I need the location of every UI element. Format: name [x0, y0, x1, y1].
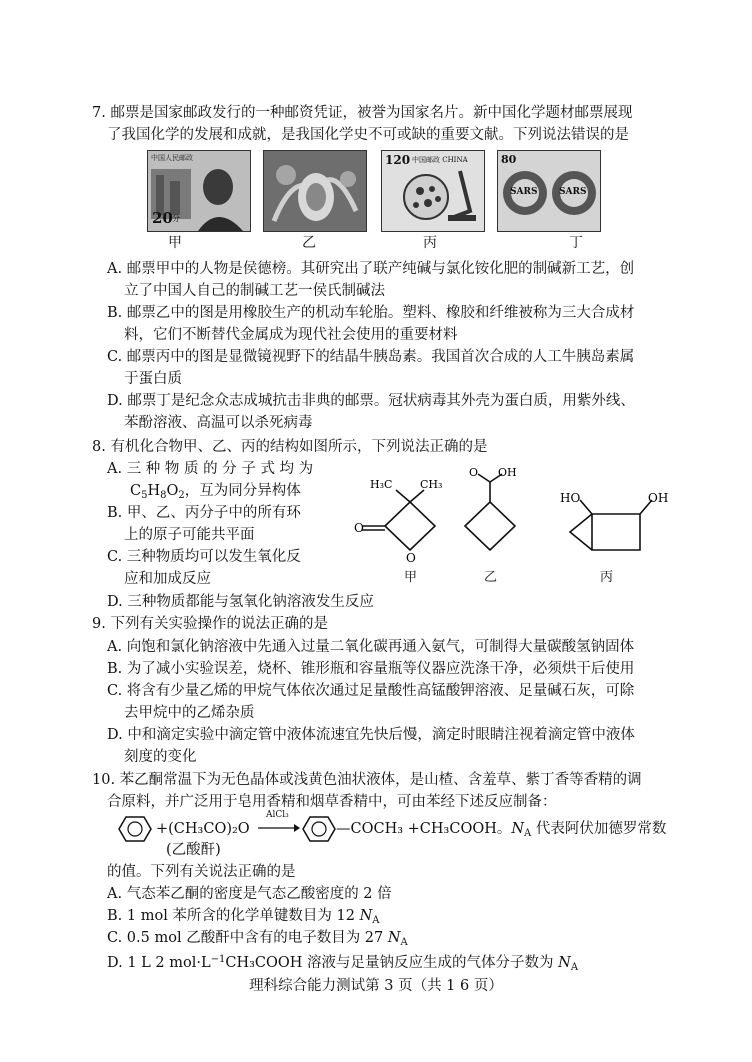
q9-option-d-line1: D. 中和滴定实验中滴定管中液体流速宜先快后慢，滴定时眼睛注视着滴定管中液体 — [107, 727, 635, 743]
equation-na-sub: A — [524, 828, 532, 839]
jia-ch3-right: CH₃ — [420, 478, 443, 491]
q7-option-c-line1: C. 邮票丙中的图是显微镜视野下的结晶牛胰岛素。我国首次合成的人工牛胰岛素属 — [107, 349, 635, 365]
stamp-yi — [263, 150, 367, 232]
q10-stem-line3: 的值。下列有关说法正确的是 — [107, 864, 296, 880]
q9-stem: 9. 下列有关实验操作的说法正确的是 — [92, 616, 328, 632]
benzene-product-icon — [302, 814, 336, 844]
jia-methyl-bond-right — [410, 490, 424, 502]
equation-anhydride-note: (乙酸酐) — [166, 842, 221, 858]
q9-option-c-line1: C. 将含有少量乙烯的甲烷气体依次通过足量酸性高锰酸钾溶液、足量碱石灰，可除 — [107, 683, 635, 699]
q7-option-b-line2: 料，它们不断替代金属成为现代社会使用的重要材料 — [124, 327, 458, 343]
equation-tail: 代表阿伏加德罗常数 — [531, 821, 667, 837]
stamp-label-jia: 甲 — [168, 235, 182, 251]
bing-ho-bond — [580, 500, 592, 514]
molecule-label-bing: 丙 — [600, 570, 614, 585]
yi-ring — [465, 502, 515, 550]
q8-option-c-line2: 应和加成反应 — [124, 571, 211, 587]
jia-o-ring: O — [406, 551, 416, 565]
q10-option-d-pre: D. 1 L 2 mol·L — [107, 955, 211, 971]
q8-option-d: D. 三种物质都能与氢氧化钠溶液发生反应 — [107, 594, 374, 610]
equation-catalyst: AlCl₃ — [266, 810, 289, 820]
q10-option-d-sup: −1 — [210, 954, 226, 965]
q8-stem: 8. 有机化合物甲、乙、丙的结构如图所示，下列说法正确的是 — [92, 439, 488, 455]
q10-option-b-na-sub: A — [372, 915, 380, 926]
equation-na: N — [511, 821, 525, 837]
q9-option-a: A. 向饱和氯化钠溶液中先通入过量二氧化碳再通入氨气，可制得大量碳酸氢钠固体 — [107, 639, 635, 655]
reaction-arrow — [258, 822, 300, 834]
q7-option-c-line2: 于蛋白质 — [124, 371, 182, 387]
bing-oh: OH — [648, 491, 669, 505]
jia-methyl-bond-left — [396, 490, 410, 502]
formula-o: O — [166, 483, 179, 499]
q8-option-a-tail: ，互为同分异构体 — [184, 483, 301, 499]
q10-option-a: A. 气态苯乙酮的密度是气态乙酸密度的 2 倍 — [107, 886, 392, 902]
q10-stem-line1: 10. 苯乙酮常温下为无色晶体或浅黄色油状液体，是山楂、含羞草、紫丁香等香精的调 — [92, 772, 642, 788]
q10-option-b-na: N — [359, 908, 373, 924]
yi-oh: OH — [498, 466, 517, 479]
stamp-label-bing: 丙 — [423, 235, 437, 251]
formula-h-count: 8 — [160, 490, 167, 501]
q10-option-c-na-sub: A — [400, 937, 408, 948]
stamp-jia-value: 20 — [152, 209, 173, 227]
stamp-jia-unit: 分 — [172, 214, 180, 223]
yi-carbonyl-bond — [478, 474, 490, 482]
molecule-jia — [362, 490, 435, 550]
stamp-ding-value: 80 — [501, 153, 517, 166]
q7-option-d-line1: D. 邮票丁是纪念众志成城抗击非典的邮票。冠状病毒其外壳为蛋白质，用紫外线、 — [107, 393, 635, 409]
jia-o-carbonyl: O — [354, 521, 364, 535]
formula-o-count: 2 — [178, 490, 185, 501]
q7-option-a-line1: A. 邮票甲中的人物是侯德榜。其研究出了联产纯碱与氯化铵化肥的制碱新工艺，创 — [107, 261, 635, 277]
q10-option-c-na: N — [387, 930, 401, 946]
stamp-jia-country: 中国人民邮政 — [151, 154, 193, 162]
equation-reagent: +(CH₃CO)₂O — [156, 821, 250, 837]
q8-option-c-line1: C. 三种物质均可以发生氧化反 — [107, 549, 301, 565]
stamp-ding-word-right: SARS — [559, 187, 587, 197]
stamp-bing — [381, 150, 485, 232]
q7-stem-line2: 了我国化学的发展和成就，是我国化学史不可或缺的重要文献。下列说法错误的是 — [107, 127, 629, 143]
q10-option-d-na: N — [558, 955, 571, 971]
bing-square-ring — [592, 514, 640, 550]
stamp-bing-country: 中国邮政 CHINA — [412, 156, 468, 164]
stamp-label-ding: 丁 — [569, 235, 583, 251]
stamp-yi-tire-image — [264, 151, 366, 231]
q10-stem-line2: 合原料，并广泛用于皂用香精和烟草香精中，可由苯经下述反应制备： — [107, 794, 557, 810]
q8-structures — [340, 466, 680, 590]
q7-option-d-line2: 苯酚溶液、高温可以杀死病毒 — [124, 415, 313, 431]
stamp-bing-value: 120 — [385, 153, 411, 167]
q8-option-a-line1: A. 三 种 物 质 的 分 子 式 均 为 — [107, 461, 314, 477]
jia-ring — [385, 502, 435, 550]
page-footer: 理科综合能力测试第 3 页（共 1 6 页） — [249, 978, 503, 994]
q10-option-c: C. 0.5 mol 乙酸酐中含有的电子数目为 27 — [107, 930, 388, 946]
q8-option-b-line1: B. 甲、乙、丙分子中的所有环 — [107, 505, 301, 521]
formula-c-count: 5 — [141, 490, 148, 501]
molecule-yi — [465, 474, 515, 550]
formula-h: H — [147, 483, 161, 499]
q7-option-a-line2: 立了中国人自己的制碱工艺一侯氏制碱法 — [124, 283, 385, 299]
q7-stem-line1: 7. 邮票是国家邮政发行的一种邮资凭证，被誉为国家名片。新中国化学题材邮票展现 — [92, 105, 633, 121]
stamp-ding-word-left: SARS — [510, 187, 538, 197]
jia-ch3-left: H₃C — [370, 478, 393, 491]
molecule-label-yi: 乙 — [484, 570, 498, 585]
q10-option-d-na-sub: A — [570, 962, 579, 973]
q7-option-b-line1: B. 邮票乙中的图是用橡胶生产的机动车轮胎。塑料、橡胶和纤维被称为三大合成材 — [107, 305, 635, 321]
q9-option-d-line2: 刻度的变化 — [124, 749, 197, 765]
molecule-label-jia: 甲 — [404, 570, 418, 585]
equation-product-line — [336, 819, 666, 844]
equation-product: —COCH₃ +CH₃COOH。 — [336, 821, 512, 837]
q9-option-b: B. 为了减小实验误差，烧杯、锥形瓶和容量瓶等仪器应洗涤干净，必须烘干后使用 — [107, 661, 635, 677]
yi-o: O — [469, 466, 479, 479]
bing-cyclopropyl — [570, 514, 592, 550]
q8-option-b-line2: 上的原子可能共平面 — [124, 527, 255, 543]
stamp-label-yi: 乙 — [302, 235, 316, 251]
stamp-ding — [497, 150, 601, 232]
formula-c: C — [130, 483, 142, 499]
q10-option-b: B. 1 mol 苯所含的化学单键数目为 12 — [107, 908, 360, 924]
molecule-bing — [570, 500, 652, 550]
benzene-reactant-icon — [118, 814, 152, 844]
stamp-jia — [147, 150, 251, 232]
q9-option-c-line2: 去甲烷中的乙烯杂质 — [124, 705, 255, 721]
bing-ho: HO — [560, 491, 581, 505]
q10-option-d-mid: CH₃COOH 溶液与足量钠反应生成的气体分子数为 — [225, 955, 559, 971]
